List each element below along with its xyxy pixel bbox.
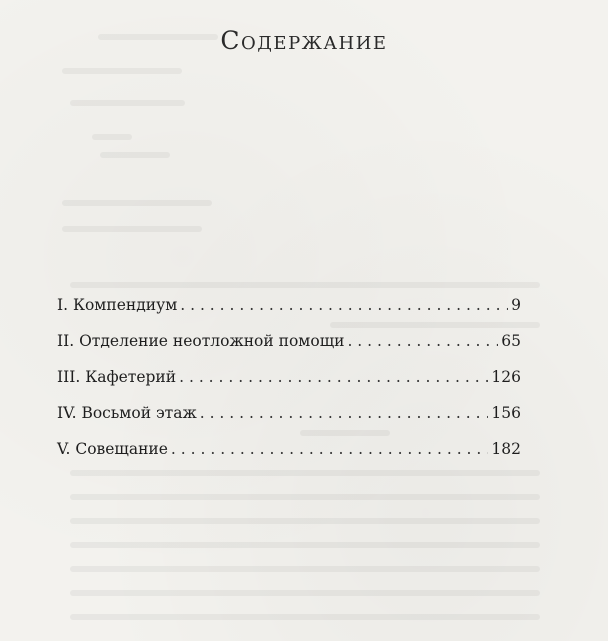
- toc-entry-label: V. Совещание: [57, 440, 168, 458]
- toc-entry-page: 65: [501, 332, 521, 350]
- toc-entry: [57, 368, 521, 390]
- dot-leader: [347, 332, 498, 350]
- toc-entry: [57, 440, 521, 462]
- bleed-through-mark: [62, 226, 202, 232]
- toc-entry: [57, 332, 521, 354]
- bleed-through-mark: [70, 614, 540, 620]
- bleed-through-mark: [70, 542, 540, 548]
- toc-entry-label: II. Отделение неотложной помощи: [57, 332, 345, 350]
- toc-entry-label: III. Кафетерий: [57, 368, 177, 386]
- toc-entry: [57, 404, 521, 426]
- page-title: Содержание: [220, 26, 388, 55]
- bleed-through-mark: [62, 200, 212, 206]
- dot-leader: [171, 440, 488, 458]
- dot-leader: [179, 368, 488, 386]
- toc-entry-page: 182: [491, 440, 521, 458]
- bleed-through-mark: [70, 494, 540, 500]
- bleed-through-mark: [70, 590, 540, 596]
- dot-leader: [200, 404, 489, 422]
- toc-entry-page: 126: [491, 368, 521, 386]
- bleed-through-mark: [92, 134, 132, 140]
- bleed-through-mark: [100, 152, 170, 158]
- dot-leader: [180, 296, 508, 314]
- bleed-through-mark: [70, 566, 540, 572]
- bleed-through-mark: [70, 282, 540, 288]
- toc-entry-label: I. Компендиум: [57, 296, 178, 314]
- toc-entry-page: 156: [491, 404, 521, 422]
- bleed-through-mark: [62, 68, 182, 74]
- table-of-contents: [57, 296, 521, 476]
- toc-entry-label: IV. Восьмой этаж: [57, 404, 197, 422]
- toc-entry: [57, 296, 521, 318]
- bleed-through-mark: [70, 518, 540, 524]
- bleed-through-mark: [70, 100, 185, 106]
- toc-entry-page: 9: [511, 296, 521, 314]
